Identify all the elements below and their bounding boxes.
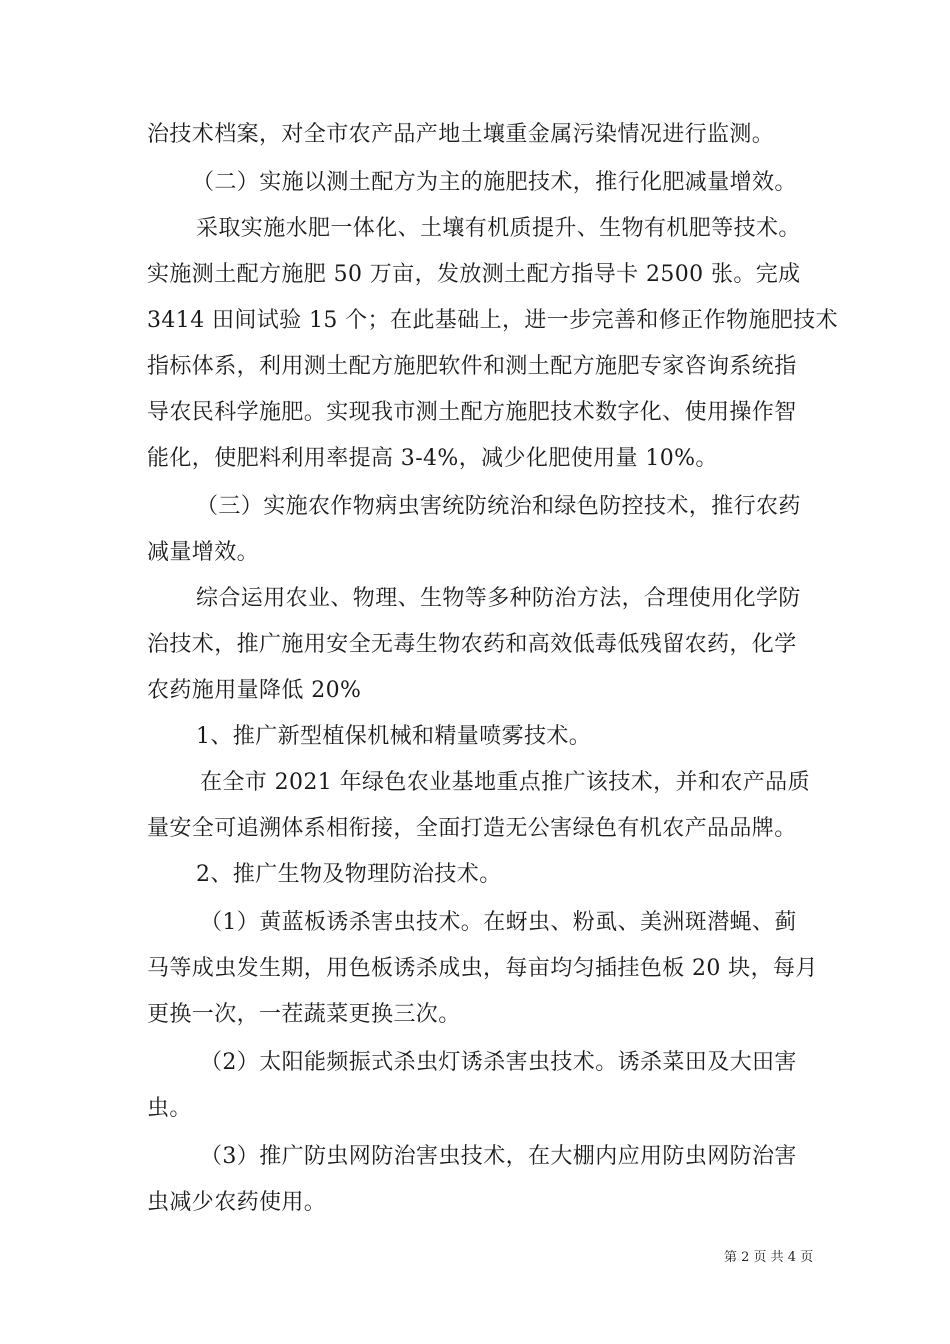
page-number: 第 2 页 共 4 页: [724, 1250, 814, 1265]
section-heading: （二）实施以测土配方为主的施肥技术，推行化肥减量增效。: [192, 170, 797, 195]
text-line: 马等成虫发生期，用色板诱杀成虫，每亩均匀插挂色板 20 块，每月: [147, 956, 818, 981]
text-line: 虫。: [147, 1096, 192, 1121]
text-line: 虫减少农药使用。: [147, 1190, 327, 1215]
text-line: 减量增效。: [147, 540, 260, 565]
text-line: 治技术档案，对全市农产品产地土壤重金属污染情况进行监测。: [147, 122, 775, 147]
text-line: 能化，使肥料利用率提高 3-4%，减少化肥使用量 10%。: [147, 446, 718, 471]
list-item-heading: 1、推广新型植保机械和精量喷雾技术。: [196, 724, 592, 749]
text-line: 采取实施水肥一体化、土壤有机质提升、生物有机肥等技术。: [196, 216, 801, 241]
text-line: 治技术，推广施用安全无毒生物农药和高效低毒低残留农药，化学: [147, 632, 797, 657]
text-line: 农药施用量降低 20%: [147, 678, 362, 703]
text-line: （3）推广防虫网防治害虫技术，在大棚内应用防虫网防治害: [200, 1144, 797, 1169]
section-heading: （三）实施农作物病虫害统防统治和绿色防控技术，推行农药: [196, 494, 801, 519]
text-line: （2）太阳能频振式杀虫灯诱杀害虫技术。诱杀菜田及大田害: [200, 1050, 797, 1075]
text-line: 综合运用农业、物理、生物等多种防治方法，合理使用化学防: [196, 586, 801, 611]
list-item-heading: 2、推广生物及物理防治技术。: [196, 862, 502, 887]
text-line: 在全市 2021 年绿色农业基地重点推广该技术，并和农产品质: [200, 770, 810, 795]
text-line: 实施测土配方施肥 50 万亩，发放测土配方指导卡 2500 张。完成: [147, 262, 801, 287]
text-line: 更换一次，一茬蔬菜更换三次。: [147, 1002, 461, 1027]
text-line: 指标体系，利用测土配方施肥软件和测土配方施肥专家咨询系统指: [147, 354, 797, 379]
text-line: 量安全可追溯体系相衔接，全面打造无公害绿色有机农产品品牌。: [147, 816, 797, 841]
text-line: 导农民科学施肥。实现我市测土配方施肥技术数字化、使用操作智: [147, 400, 797, 425]
text-line: （1）黄蓝板诱杀害虫技术。在蚜虫、粉虱、美洲斑潜蝇、蓟: [200, 910, 797, 935]
text-line: 3414 田间试验 15 个；在此基础上，进一步完善和修正作物施肥技术: [147, 308, 838, 333]
